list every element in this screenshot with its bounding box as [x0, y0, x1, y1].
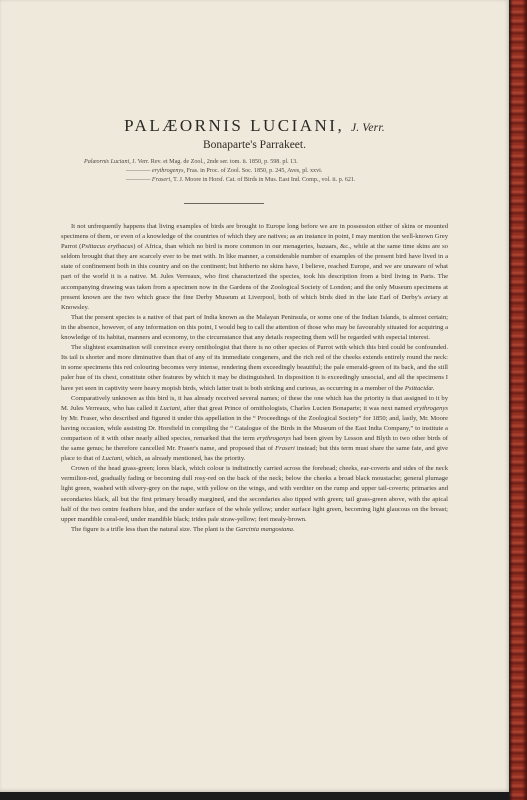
paragraph: Crown of the head grass-green; lores black, which colour is indistinctly carried across the forehead; cheeks, ear-coverts and sides of the neck vermilion-red, gradually fading or becoming dull rosy-red on the back of the neck; below the cheeks a broad black moustache; general plumage light green, washed with silvery-grey on the nape, with yellow on the wings, and with verditer on the rump and upper tail-coverts; primaries and secondaries black, all but the first primary broadly margined, and the secondaries also tipped with green; tail grass-green above, with the apical half of the two centre feathers blue, and the under surface of the whole yellow; under surface light green, becoming light glaucous on the breast; upper mandible coral-red, under mandible black; irides pale straw-yellow; feet mealy-brown. [61, 465, 448, 523]
title-author: J. Verr. [350, 122, 385, 134]
synonym-line: ———— erythrogenys, Fras. in Proc. of Zool. Soc. 1850, p. 245, Aves, pl. xxvi. [126, 168, 323, 174]
paragraph: That the present species is a native of that part of India known as the Malayan Peninsula, or some one of the Indian Islands, is almost certain; in the absence, however, of any information on this point, I would beg to call the attention of those who may be favourably situated for acquiring a knowledge of its habitat, manners and economy, to the circumstance that any details respecting them will be regarded with especial interest. [61, 313, 449, 342]
body-text [61, 222, 448, 535]
title-species-name: PALÆORNIS LUCIANI, [124, 116, 345, 135]
page-subtitle: Bonaparte's Parrakeet. [203, 139, 306, 151]
paragraph: It not unfrequently happens that living examples of birds are brought to Europe long before we are in possession either of skins or mounted specimens of them, or even of a knowledge of the countries of which they are natives; as an instance in point, I may mention the well-known Grey Parrot (Psittacus erythacus) of Africa, than which no bird is more common in our menageries, bazaars, &c., while at the same time skins are so seldom brought that they are scarcely ever to be met with. In like manner, a considerable number of examples of the present bird have lived in a state of confinement both in this country and on the continent; but hitherto no skins have, I believe, reached Europe, and we are unaware of what part of the world it is a native. M. Jules Verreaux, who first characterized the species, took his description from a bird living in Paris. The accompanying drawing was taken from a specimen now in the Gardens of the Zoological Society of London; and the only Museum specimens at present known are the two which grace the fine Derby Museum at Liverpool, both of which birds died in the late Earl of Derby's aviary at Knowsley. [61, 223, 448, 311]
synonym-line: ———— Fraseri, T. J. Moore in Horsf. Cat. of Birds in Mus. East Ind. Comp., vol. ii. p. 621. [126, 177, 356, 183]
page-title [0, 116, 509, 136]
paragraph: The slightest examination will convince every ornithologist that there is no other species of Parrot with which this bird could be confounded. Its tail is shorter and more diminutive than that of any of its immediate congeners, and the rich red of the cheeks extends entirely round the neck: in some specimens this red colouring becomes very intense, rendering them exceedingly beautiful; the pale emerald-green of its back, and the still paler hue of its chest, constitute other features by which it may be distinguished. In disposition it is exceedingly unsocial, and all the specimens I have yet seen in captivity were heavy mopish birds, which latter trait is both striking and curious, as occurring in a member of the Psittacidæ. [61, 344, 448, 392]
synonym-line: Palæornis Luciani, J. Verr. Rev. et Mag. de Zool., 2nde ser. tom. ii. 1850, p. 598. pl. 13. [84, 159, 298, 165]
book-binding-edge [509, 0, 527, 800]
section-divider [184, 203, 264, 204]
paragraph: The figure is a trifle less than the natural size. The plant is the Garcinia mangostana. [71, 525, 295, 533]
paragraph: Comparatively unknown as this bird is, it has already received several names; of these the one which has the priority is that assigned to it by M. Jules Verreaux, who has called it Luciani, after that great Prince of ornithologists, Charles Lucien Bonaparte; it was next named erythrogenys by Mr. Fraser, who described and figured it under this appellation in the “ Proceedings of the Zoological Society” for 1850; and, lastly, Mr. Moore having occasion, while assisting Dr. Horsfield in compiling the “ Catalogue of the Birds in the Museum of the East India Company,” to institute a comparison of it with other nearly allied species, remarked that the term erythrogenys had been given by Lesson and Blyth to two other birds of the same genus; he therefore cancelled Mr. Fraser's name, and proposed that of Fraseri instead; but this term must share the same fate, and give place to that of Luciani, which, as already mentioned, has the priority. [61, 394, 449, 463]
scan-background [0, 792, 509, 800]
synonymy-block [84, 158, 355, 185]
